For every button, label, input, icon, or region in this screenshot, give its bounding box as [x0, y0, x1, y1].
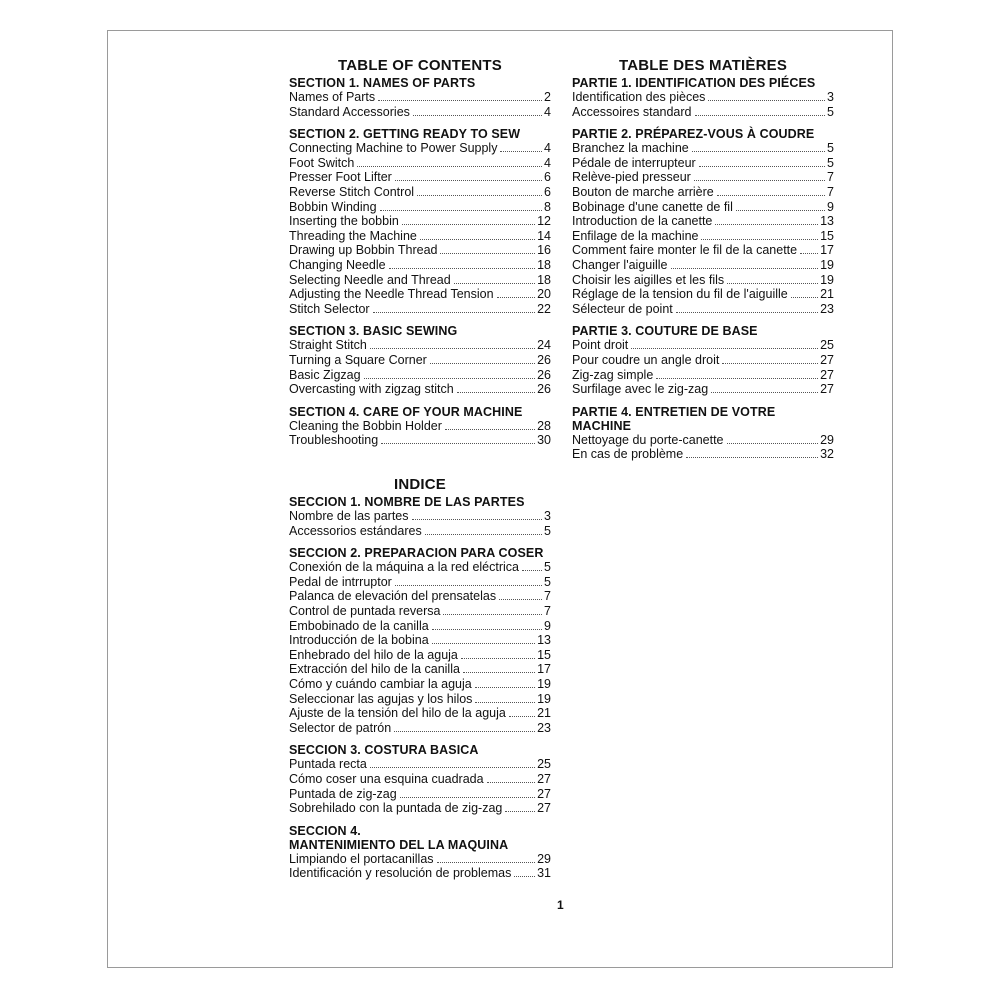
section-title: PARTIE 2. PRÉPAREZ-VOUS À COUDRE [572, 127, 815, 142]
entry-label: Bobinage d'une canette de fil [572, 199, 733, 214]
entry-page-number: 4 [544, 141, 551, 156]
toc-entry [289, 200, 551, 215]
toc-section [572, 127, 834, 316]
section-title: PARTIE 3. COUTURE DE BASE [572, 324, 758, 339]
entry-page-number: 17 [820, 243, 834, 258]
entry-label: Enfilage de la machine [572, 228, 699, 243]
toc-section [289, 76, 551, 119]
entry-page-number: 13 [820, 214, 834, 229]
section-title: SECTION 3. BASIC SEWING [289, 324, 458, 339]
dot-leader [440, 253, 535, 254]
toc-entry [289, 721, 551, 736]
toc-entry [289, 757, 551, 772]
dot-leader [443, 614, 542, 615]
entry-label: Overcasting with zigzag stitch [289, 382, 454, 397]
entry-label: Choisir les aigilles et les fils [572, 272, 725, 287]
entry-label: Threading the Machine [289, 228, 417, 243]
toc-entry [289, 141, 551, 156]
toc-entry [289, 382, 551, 397]
entry-page-number: 27 [537, 786, 551, 801]
toc-section [572, 76, 834, 119]
toc-entry [572, 353, 834, 368]
entry-label: Sélecteur de point [572, 301, 673, 316]
entry-label: Standard Accessories [289, 104, 410, 119]
entry-page-number: 5 [827, 141, 834, 156]
entry-page-number: 18 [537, 272, 551, 287]
dot-leader [432, 629, 542, 630]
entry-label: Accessorios estándares [289, 523, 422, 538]
toc-entry [289, 229, 551, 244]
dot-leader [417, 195, 542, 196]
entry-page-number: 4 [544, 155, 551, 170]
entry-page-number: 23 [820, 301, 834, 316]
toc-entry [289, 338, 551, 353]
dot-leader [357, 166, 542, 167]
dot-leader [499, 599, 542, 600]
dot-leader [402, 224, 535, 225]
entry-label: Pour coudre un angle droit [572, 352, 720, 367]
dot-leader [487, 782, 536, 783]
toc-entry [289, 648, 551, 663]
entry-label: Introducción de la bobina [289, 633, 429, 648]
dot-leader [437, 862, 536, 863]
section-title: SECTION 4. CARE OF YOUR MACHINE [289, 404, 523, 419]
dot-leader [370, 348, 535, 349]
toc-entry [289, 258, 551, 273]
entry-page-number: 19 [820, 257, 834, 272]
entry-page-number: 12 [537, 214, 551, 229]
toc-entry [289, 706, 551, 721]
dot-leader [380, 210, 542, 211]
toc-section [289, 324, 551, 396]
dot-leader [800, 253, 818, 254]
entry-label: Comment faire monter le fil de la canette [572, 243, 798, 258]
dot-leader [699, 166, 825, 167]
dot-leader [671, 268, 819, 269]
dot-leader [373, 312, 536, 313]
dot-leader [445, 429, 535, 430]
toc-entry [572, 433, 834, 448]
entry-label: Connecting Machine to Power Supply [289, 141, 498, 156]
entry-page-number: 7 [544, 603, 551, 618]
dot-leader [514, 876, 535, 877]
entry-page-number: 5 [544, 574, 551, 589]
toc-entry [572, 302, 834, 317]
dot-leader [727, 283, 818, 284]
dot-leader [457, 392, 535, 393]
entry-page-number: 8 [544, 199, 551, 214]
dot-leader [395, 585, 542, 586]
dot-leader [736, 210, 825, 211]
entry-page-number: 18 [537, 257, 551, 272]
dot-leader [656, 378, 818, 379]
section-title: SECCION 2. PREPARACION PARA COSER [289, 546, 544, 561]
toc-section [289, 824, 551, 881]
entry-page-number: 5 [827, 155, 834, 170]
entry-page-number: 25 [537, 757, 551, 772]
entry-label: Troubleshooting [289, 433, 379, 448]
dot-leader [497, 297, 536, 298]
entry-page-number: 6 [544, 170, 551, 185]
entry-page-number: 5 [544, 523, 551, 538]
dot-leader [430, 363, 535, 364]
entry-page-number: 19 [820, 272, 834, 287]
dot-leader [717, 195, 825, 196]
entry-page-number: 32 [820, 447, 834, 462]
toc-entry [289, 353, 551, 368]
toc-entry [572, 170, 834, 185]
entry-page-number: 24 [537, 338, 551, 353]
toc-section [289, 405, 551, 448]
entry-page-number: 27 [537, 771, 551, 786]
entry-page-number: 13 [537, 633, 551, 648]
entry-label: Drawing up Bobbin Thread [289, 243, 438, 258]
toc-entry [289, 560, 551, 575]
entry-page-number: 22 [537, 301, 551, 316]
toc-entry [572, 105, 834, 120]
entry-page-number: 5 [544, 560, 551, 575]
entry-label: Accessoires standard [572, 104, 692, 119]
entry-page-number: 16 [537, 243, 551, 258]
dot-leader [395, 180, 542, 181]
entry-page-number: 30 [537, 433, 551, 448]
entry-label: Control de puntada reversa [289, 603, 441, 618]
section-title: PARTIE 4. ENTRETIEN DE VOTRE MACHINE [572, 404, 776, 433]
entry-label: En cas de problème [572, 447, 684, 462]
entry-page-number: 15 [537, 647, 551, 662]
entry-page-number: 21 [537, 706, 551, 721]
entry-label: Réglage de la tension du fil de l'aiguille [572, 287, 788, 302]
entry-page-number: 14 [537, 228, 551, 243]
entry-page-number: 21 [820, 287, 834, 302]
entry-label: Inserting the bobbin [289, 214, 399, 229]
entry-label: Names of Parts [289, 90, 376, 104]
dot-leader [378, 100, 542, 101]
toc-entry [289, 619, 551, 634]
toc-entry [572, 287, 834, 302]
toc-entry [289, 524, 551, 539]
dot-leader [727, 443, 819, 444]
dot-leader [695, 115, 826, 116]
toc-section [289, 546, 551, 735]
entry-label: Identificación y resolución de problemas [289, 866, 512, 881]
toc-entry [289, 156, 551, 171]
entry-label: Nombre de las partes [289, 509, 409, 523]
entry-page-number: 5 [827, 104, 834, 119]
dot-leader [692, 151, 825, 152]
entry-label: Branchez la machine [572, 141, 689, 156]
entry-page-number: 27 [537, 801, 551, 816]
toc-english [289, 57, 551, 448]
toc-entry [572, 214, 834, 229]
dot-leader [432, 643, 535, 644]
toc-entry [572, 141, 834, 156]
entry-label: Turning a Square Corner [289, 352, 427, 367]
entry-page-number: 7 [544, 589, 551, 604]
dot-leader [364, 378, 536, 379]
dot-leader [522, 570, 542, 571]
entry-label: Presser Foot Lifter [289, 170, 392, 185]
toc-entry [289, 170, 551, 185]
entry-page-number: 27 [820, 352, 834, 367]
toc-entry [289, 214, 551, 229]
toc-entry [289, 433, 551, 448]
entry-label: Stitch Selector [289, 301, 370, 316]
entry-page-number: 3 [827, 90, 834, 104]
toc-entry [289, 772, 551, 787]
toc-entry [289, 692, 551, 707]
entry-label: Introduction de la canette [572, 214, 713, 229]
entry-page-number: 31 [537, 866, 551, 881]
toc-entry [572, 447, 834, 462]
dot-leader [701, 239, 818, 240]
toc-entry [289, 419, 551, 434]
entry-label: Puntada de zig-zag [289, 786, 397, 801]
entry-label: Straight Stitch [289, 338, 367, 353]
entry-label: Conexión de la máquina a la red eléctrica [289, 560, 519, 575]
entry-label: Cleaning the Bobbin Holder [289, 418, 442, 433]
toc-entry [289, 287, 551, 302]
entry-label: Cómo y cuándo cambiar la aguja [289, 676, 472, 691]
entry-page-number: 7 [827, 184, 834, 199]
toc-entry [572, 243, 834, 258]
dot-leader [394, 731, 535, 732]
entry-label: Surfilage avec le zig-zag [572, 382, 709, 397]
section-title: SECCION 3. COSTURA BASICA [289, 743, 479, 758]
entry-page-number: 26 [537, 367, 551, 382]
entry-label: Zig-zag simple [572, 367, 654, 382]
toc-entry [572, 273, 834, 288]
toc-entry [289, 105, 551, 120]
toc-entry [289, 633, 551, 648]
toc-entry [289, 787, 551, 802]
entry-label: Enhebrado del hilo de la aguja [289, 647, 458, 662]
entry-page-number: 3 [544, 509, 551, 523]
dot-leader [686, 457, 818, 458]
entry-page-number: 23 [537, 720, 551, 735]
entry-label: Limpiando el portacanillas [289, 851, 434, 866]
entry-label: Changer l'aiguille [572, 257, 668, 272]
toc-entry [289, 368, 551, 383]
toc-entry [289, 302, 551, 317]
entry-label: Extracción del hilo de la canilla [289, 662, 460, 677]
entry-label: Changing Needle [289, 257, 386, 272]
toc-entry [289, 273, 551, 288]
dot-leader [389, 268, 535, 269]
page-number: 1 [557, 898, 564, 912]
dot-leader [425, 534, 542, 535]
section-title: SECCION 1. NOMBRE DE LAS PARTES [289, 495, 525, 509]
dot-leader [505, 811, 535, 812]
toc-french-title: TABLE DES MATIÈRES [618, 57, 788, 74]
entry-label: Pédale de interrupteur [572, 155, 696, 170]
toc-section [289, 495, 551, 538]
dot-leader [420, 239, 535, 240]
entry-label: Point droit [572, 338, 629, 353]
dot-leader [708, 100, 825, 101]
entry-page-number: 27 [820, 367, 834, 382]
toc-entry [289, 589, 551, 604]
dot-leader [475, 702, 535, 703]
toc-entry [289, 677, 551, 692]
dot-leader [400, 797, 535, 798]
entry-page-number: 26 [537, 382, 551, 397]
toc-entry [289, 243, 551, 258]
entry-label: Ajuste de la tensión del hilo de la aguja [289, 706, 506, 721]
section-title: SECTION 2. GETTING READY TO SEW [289, 127, 521, 142]
entry-page-number: 9 [544, 618, 551, 633]
toc-spanish-title: INDICE [393, 476, 447, 493]
entry-page-number: 2 [544, 90, 551, 104]
entry-page-number: 19 [537, 676, 551, 691]
dot-leader [715, 224, 818, 225]
entry-label: Bobbin Winding [289, 199, 377, 214]
entry-label: Bouton de marche arrière [572, 184, 714, 199]
toc-entry [572, 156, 834, 171]
toc-section [289, 743, 551, 815]
dot-leader [500, 151, 542, 152]
dot-leader [694, 180, 825, 181]
dot-leader [370, 767, 535, 768]
toc-entry [289, 604, 551, 619]
entry-page-number: 4 [544, 104, 551, 119]
entry-label: Reverse Stitch Control [289, 184, 415, 199]
toc-entry [289, 801, 551, 816]
toc-entry [572, 185, 834, 200]
dot-leader [676, 312, 818, 313]
entry-label: Identification des pièces [572, 90, 706, 104]
toc-french [572, 57, 834, 462]
toc-entry [289, 509, 551, 524]
section-title: SECTION 1. NAMES OF PARTS [289, 76, 476, 90]
entry-label: Foot Switch [289, 155, 355, 170]
dot-leader [722, 363, 818, 364]
entry-label: Embobinado de la canilla [289, 618, 429, 633]
entry-page-number: 6 [544, 184, 551, 199]
dot-leader [454, 283, 535, 284]
entry-label: Adjusting the Needle Thread Tension [289, 287, 494, 302]
section-title: PARTIE 1. IDENTIFICATION DES PIÉCES [572, 76, 816, 90]
entry-page-number: 7 [827, 170, 834, 185]
dot-leader [463, 672, 535, 673]
toc-entry [289, 662, 551, 677]
dot-leader [631, 348, 818, 349]
entry-page-number: 15 [820, 228, 834, 243]
dot-leader [413, 115, 542, 116]
toc-entry [572, 90, 834, 105]
entry-page-number: 26 [537, 352, 551, 367]
entry-label: Sobrehilado con la puntada de zig-zag [289, 801, 503, 816]
dot-leader [381, 443, 535, 444]
toc-entry [572, 258, 834, 273]
entry-label: Nettoyage du porte-canette [572, 432, 724, 447]
entry-label: Palanca de elevación del prensatelas [289, 589, 497, 604]
toc-entry [572, 229, 834, 244]
entry-label: Relève-pied presseur [572, 170, 691, 185]
dot-leader [461, 658, 535, 659]
toc-section [289, 127, 551, 316]
manual-page [107, 30, 893, 968]
entry-page-number: 25 [820, 338, 834, 353]
entry-label: Seleccionar las agujas y los hilos [289, 691, 473, 706]
entry-page-number: 19 [537, 691, 551, 706]
toc-entry [289, 852, 551, 867]
entry-label: Puntada recta [289, 757, 367, 772]
toc-spanish [289, 476, 551, 881]
toc-entry [572, 200, 834, 215]
toc-entry [289, 90, 551, 105]
toc-entry [572, 368, 834, 383]
toc-entry [289, 866, 551, 881]
entry-page-number: 9 [827, 199, 834, 214]
section-title: SECCION 4. MANTENIMIENTO DEL LA MAQUINA [289, 823, 509, 852]
dot-leader [475, 687, 535, 688]
dot-leader [711, 392, 818, 393]
entry-page-number: 29 [820, 432, 834, 447]
entry-label: Cómo coser una esquina cuadrada [289, 771, 484, 786]
entry-page-number: 20 [537, 287, 551, 302]
entry-label: Selecting Needle and Thread [289, 272, 451, 287]
entry-label: Selector de patrón [289, 720, 392, 735]
entry-label: Basic Zigzag [289, 367, 361, 382]
toc-entry [289, 575, 551, 590]
toc-entry [572, 382, 834, 397]
toc-section [572, 324, 834, 396]
entry-page-number: 17 [537, 662, 551, 677]
entry-page-number: 29 [537, 851, 551, 866]
entry-page-number: 27 [820, 382, 834, 397]
entry-label: Pedal de intrruptor [289, 574, 392, 589]
entry-page-number: 28 [537, 418, 551, 433]
toc-entry [289, 185, 551, 200]
dot-leader [412, 519, 543, 520]
toc-entry [572, 338, 834, 353]
dot-leader [509, 716, 535, 717]
toc-english-title: TABLE OF CONTENTS [338, 57, 502, 74]
toc-section [572, 405, 834, 462]
dot-leader [791, 297, 818, 298]
